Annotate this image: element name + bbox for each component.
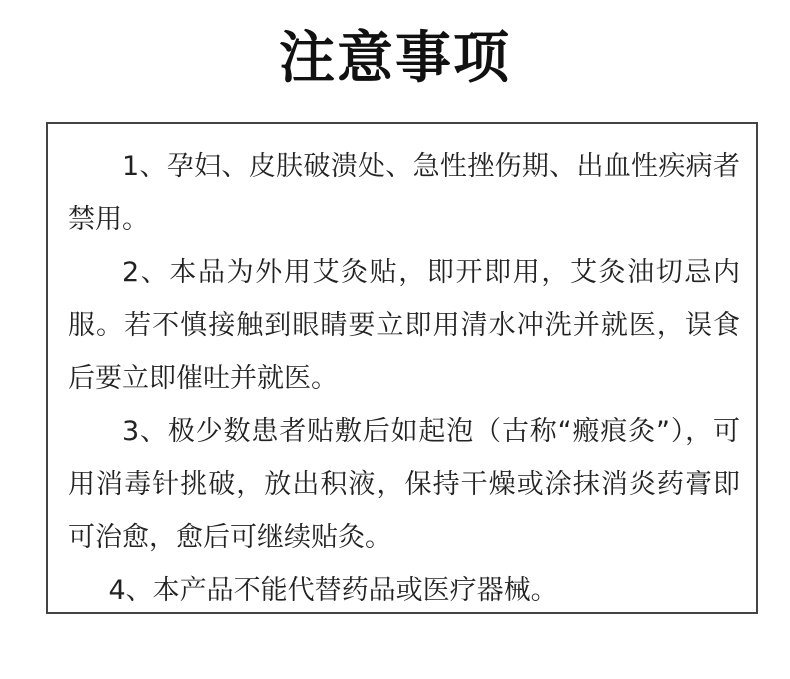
note-item-1: 1、孕妇、皮肤破溃处、急性挫伤期、出血性疾病者禁用。: [68, 151, 740, 235]
page-title: 注意事项: [279, 26, 511, 91]
notes-box: [46, 122, 758, 614]
notes-content: [68, 140, 740, 617]
note-item-3: 3、极少数患者贴敷后如起泡（古称“瘢痕灸”），可用消毒针挑破，放出积液，保持干燥或涂抹消炎药膏即可治愈，愈后可继续贴灸。: [68, 416, 740, 553]
note-item-4: 4、本产品不能代替药品或医疗器械。: [108, 575, 558, 606]
note-item-2: 2、本品为外用艾灸贴，即开即用，艾灸油切忌内服。若不慎接触到眼睛要立即用清水冲洗并就医，误食后要立即催吐并就医。: [68, 257, 740, 394]
